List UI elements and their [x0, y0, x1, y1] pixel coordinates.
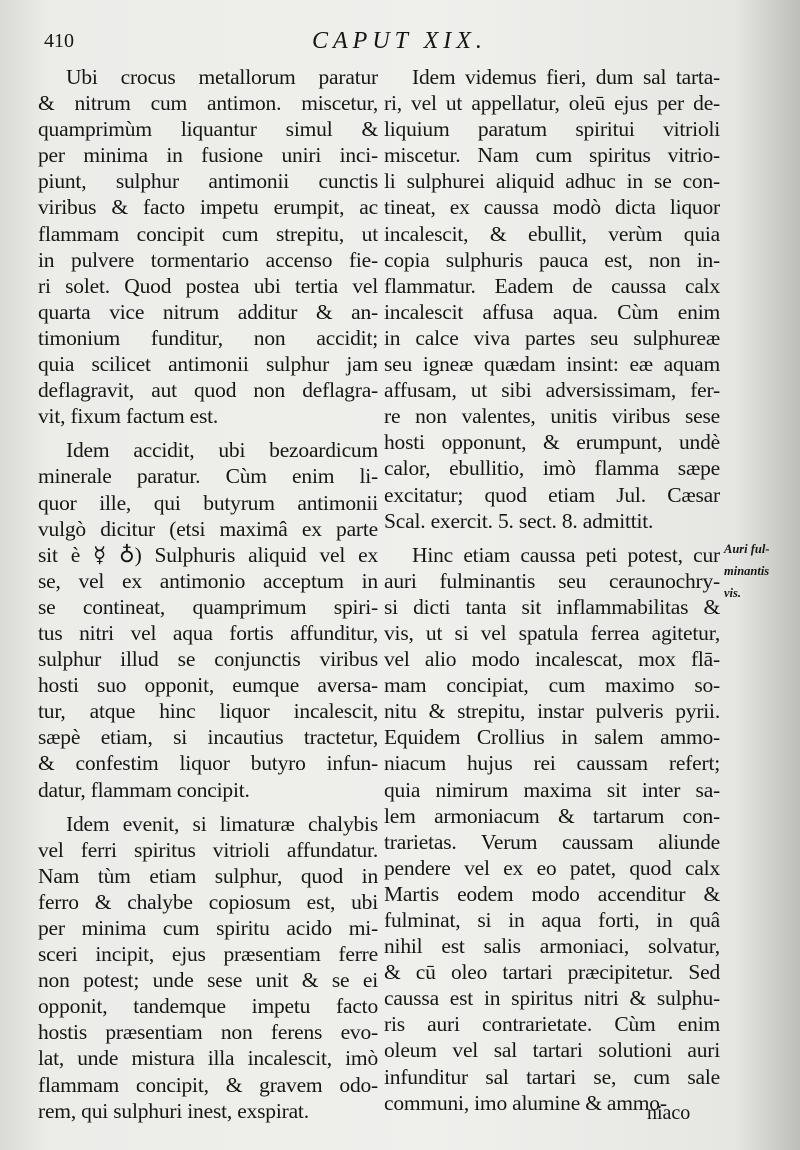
right-text-line: seu igneæ quædam insint: eæ aquam: [384, 352, 720, 377]
right-text-line: oleum vel sal tartari solutioni auri: [384, 1038, 720, 1063]
left-text-line: & nitrum cum antimon. miscetur,: [38, 91, 378, 116]
left-text-line: Ubi crocus metallorum paratur: [66, 65, 378, 89]
left-text-line: se, vel ex antimonio acceptum in: [38, 568, 378, 593]
right-text-line: incalescit, & ebullit, verùm quia: [384, 221, 720, 246]
left-text-line: hostis præsentiam non ferens evo-: [38, 1020, 378, 1045]
paragraph-gap: [38, 803, 378, 811]
left-text-line: quarta vice nitrum additur & an-: [38, 299, 378, 324]
left-text-line: quor ille, qui butyrum antimonii: [38, 490, 378, 515]
right-text-line: & cū oleo tartari præcipitetur. Sed: [384, 960, 720, 985]
left-text-line: se contineat, quamprimum spiri-: [38, 594, 378, 619]
right-text-line: mam concipiat, cum maximo so-: [384, 673, 720, 698]
right-text-line: excitatur; quod etiam Jul. Cæsar: [384, 482, 720, 507]
right-text-line: liquium paratum spiritui vitrioli: [384, 117, 720, 142]
right-text-line: Idem videmus fieri, dum sal tarta-: [412, 65, 720, 89]
right-text-line: ris auri contrarietate. Cùm enim: [384, 1012, 720, 1037]
left-text-line: non potest; unde sese unit & se ei: [38, 968, 378, 993]
left-text-line: per minima in fusione uniri inci-: [38, 143, 378, 168]
right-text-line: Martis eodem modo accenditur &: [384, 881, 720, 906]
left-text-line: vel ferri spiritus vitrioli affundatur.: [38, 837, 378, 862]
left-text-line: opponit, tandemque impetu facto: [38, 994, 378, 1019]
right-text-line: miscetur. Nam cum spiritus vitrio-: [384, 143, 720, 168]
paragraph-gap: [38, 429, 378, 437]
left-text-line: Nam tùm etiam sulphur, quod in: [38, 863, 378, 888]
right-text-line: copia sulphuris pauca est, non in-: [384, 247, 720, 272]
left-text-line: rem, qui sulphuri inest, exspirat.: [38, 1098, 309, 1123]
left-text-line: sceri incipit, ejus præsentiam ferre: [38, 942, 378, 967]
right-text-line: vel alio modo incalescat, mox flā-: [384, 647, 720, 672]
right-text-line: caussa est in spiritus nitri & sulphu-: [384, 986, 720, 1011]
catchword: niaco: [647, 1102, 691, 1124]
right-text-line: hosti opponunt, & erumpunt, undè: [384, 430, 720, 455]
right-text-line: incalescit affusa aqua. Cùm enim: [384, 299, 720, 324]
right-text-line: Scal. exercit. 5. sect. 8. admittit.: [384, 508, 654, 533]
left-text-line: lat, unde mistura illa incalescit, imò: [38, 1046, 378, 1071]
left-text-line: hosti suo opponit, eumque aversa-: [38, 673, 378, 698]
right-text-line: flammatur. Eadem de caussa calx: [384, 273, 720, 298]
marginal-note-line: minantis: [724, 564, 770, 578]
page-number: 410: [44, 30, 74, 52]
marginal-note-line: Auri ful-: [724, 542, 770, 556]
right-text-line: li sulphurei aliquid adhuc in se con-: [384, 169, 720, 194]
left-text-line: piunt, sulphur antimonii cunctis: [38, 169, 378, 194]
right-text-line: trarietas. Verum caussam aliunde: [384, 829, 720, 854]
right-text-line: communi, imo alumine & ammo-: [384, 1090, 667, 1115]
running-head: CAPUT XIX.: [312, 28, 487, 54]
right-text-line: auri fulminantis seu ceraunochry-: [384, 568, 720, 593]
right-text-line: nihil est salis armoniaci, solvatur,: [384, 934, 720, 959]
left-text-line: sulphur illud se conjunctis viribus: [38, 647, 378, 672]
left-text-line: deflagravit, aut quod non deflagra-: [38, 378, 378, 403]
right-text-line: si dicti tanta sit inflammabilitas &: [384, 594, 720, 619]
left-text-line: Idem accidit, ubi bezoardicum: [66, 438, 378, 463]
right-text-line: nitu & strepitu, instar pulveris pyrii.: [384, 699, 720, 724]
right-text-line: quia nimirum maxima sit inter sa-: [384, 777, 720, 802]
right-text-line: lem armoniacum & tartarum con-: [384, 803, 720, 828]
left-text-line: sæpè etiam, si incautius tractetur,: [38, 725, 378, 750]
left-text-line: vit, fixum factum est.: [38, 404, 219, 429]
left-text-line: quamprimùm liquantur simul &: [38, 117, 378, 142]
right-text-line: in calce viva partes seu sulphureæ: [384, 325, 720, 350]
paragraph-gap: [384, 534, 720, 542]
left-text-line: timonium funditur, non accidit;: [38, 325, 378, 350]
left-column: [38, 64, 378, 1124]
left-text-line: tur, atque hinc liquor incalescit,: [38, 699, 378, 724]
right-text-line: pendere vel ex eo patet, quod calx: [384, 855, 720, 880]
left-text-line: minerale paratur. Cùm enim li-: [38, 464, 378, 489]
right-text-line: affusam, ut sibi adversissimam, fer-: [384, 378, 720, 403]
left-text-line: datur, flammam concipit.: [38, 777, 250, 802]
marginal-note-line: vis.: [724, 586, 742, 600]
right-column: [384, 64, 720, 1116]
left-text-line: ferro & chalybe copiosum est, ubi: [38, 889, 378, 914]
left-text-line: flammam concipit cum strepitu, ut: [38, 221, 378, 246]
right-text-line: calor, ebullitio, imò flamma sæpe: [384, 456, 720, 481]
left-text-line: flammam concipit, & gravem odo-: [38, 1072, 378, 1097]
right-text-line: infunditur sal tartari se, cum sale: [384, 1064, 720, 1089]
left-text-line: quia scilicet antimonii sulphur jam: [38, 352, 378, 377]
left-text-line: sit è ☿ ♁) Sulphuris aliquid vel ex: [38, 542, 378, 567]
right-text-line: fulminat, si in aqua forti, in quâ: [384, 908, 720, 932]
right-text-line: ri, vel ut appellatur, oleū ejus per de-: [384, 91, 720, 116]
right-text-line: vis, ut si vel spatula ferrea agitetur,: [384, 620, 720, 645]
left-text-line: vulgò dicitur (etsi maximâ ex parte: [38, 516, 378, 541]
left-text-line: viribus & facto impetu erumpit, ac: [38, 195, 378, 220]
right-text-line: niacum hujus rei caussam refert;: [384, 751, 720, 776]
left-text-line: Idem evenit, si limaturæ chalybis: [66, 811, 378, 836]
left-text-line: ri solet. Quod postea ubi tertia vel: [38, 273, 378, 298]
right-text-line: re non valentes, unitis viribus sese: [384, 404, 720, 429]
right-text-line: Equidem Crollius in salem ammo-: [384, 725, 720, 750]
right-text-line: tineat, ex caussa modò dicta liquor: [384, 195, 720, 220]
left-text-line: per minima cum spiritu acido mi-: [38, 916, 378, 940]
left-text-line: tus nitri vel aqua fortis affunditur,: [38, 620, 378, 645]
left-text-line: & confestim liquor butyro infun-: [38, 751, 378, 776]
marginal-note: [724, 538, 796, 604]
right-text-line: Hinc etiam caussa peti potest, cur: [412, 542, 720, 567]
left-text-line: in pulvere tormentario accenso fie-: [38, 247, 378, 272]
